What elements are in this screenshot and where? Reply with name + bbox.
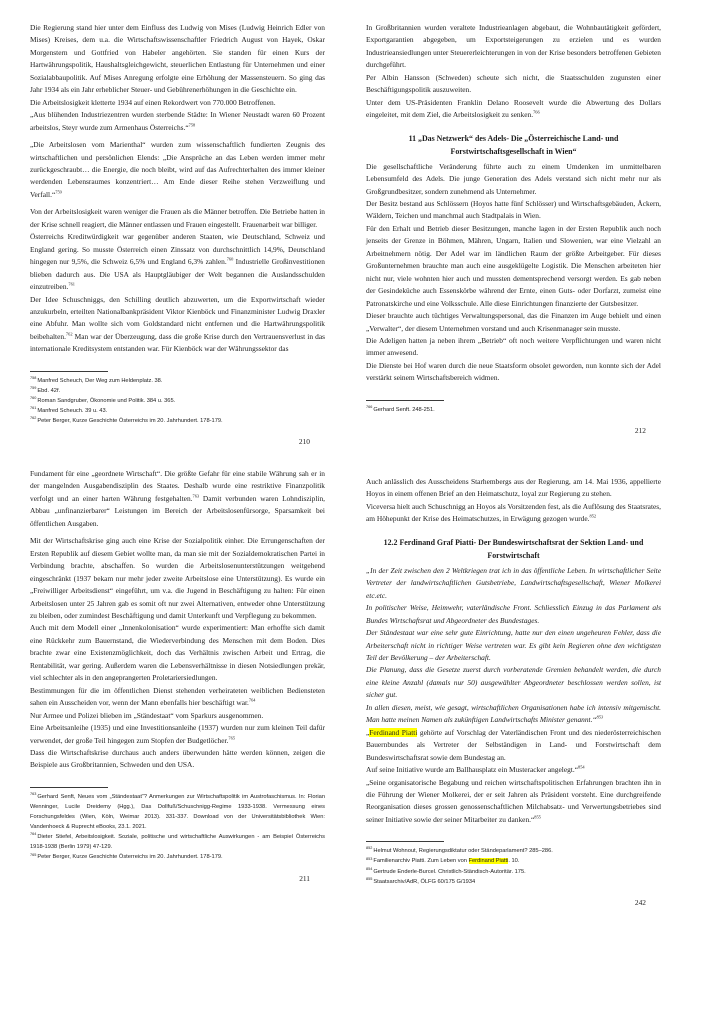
text-run: . 10. — [508, 858, 520, 865]
text-run: „In der Zeit zwischen den 2 Weltkriegen trat ich in das öffentliche Leben. In wirtschaftlicher Seite Vertreter der landwirtschaftlichen Gutsbetriebe, Landwirtschaftsgesellschaft, Wiener Molkerei etc.etc. — [366, 565, 661, 600]
text-run: Manfred Scheuch, Der Weg zum Heldenplatz. 38. — [37, 377, 163, 384]
highlighted-text: Ferdinand Piatti — [468, 858, 509, 865]
text-run: Dieser brauchte auch tüchtiges Verwaltungspersonal, das die Finanzen im Auge behielt und einen „Verwalter“, der diesem Unternehmen vorstand und auch Krisenmanager sein musste. — [366, 311, 661, 333]
footnote-marker: 853 — [366, 856, 373, 861]
text-run: Per Albin Hansson (Schweden) scheute sich nicht, die Staatsschulden zugunsten einer Beschäftigungspolitik auszuweiten. — [366, 72, 661, 95]
footnote-reference: 758 — [188, 122, 196, 128]
footnote-reference: 853 — [596, 714, 604, 720]
text-run: Peter Berger, Kurze Geschichte Österreichs im 20. Jahrhundert. 178-179. — [37, 854, 223, 861]
footnote-marker: 765 — [30, 852, 37, 857]
footnote — [366, 846, 661, 856]
text-run: Man war der Überzeugung, dass die große Krise durch den Vertrauensverlust in das internationale Kreditsystem entstanden war. Für Kienböck war der Währungssektor das — [30, 331, 325, 354]
footnote — [366, 877, 661, 887]
text-run: In Großbritannien wurden veraltete Industrieanlagen abgebaut, die Wohnbautätigkeit gefördert, Exportgarantien abgegeben, um Exportsteigerungen zu erzielen und es wurden Industrieansiedlungen unter Steuererleichterungen in von der Krise besonders betroffenen Gebieten durchgeführt. — [366, 23, 661, 70]
footnote-marker: 764 — [30, 832, 37, 837]
footnote-marker: 766 — [366, 404, 373, 409]
footnote-separator — [30, 787, 108, 788]
footnote — [30, 386, 325, 396]
highlighted-text: Ferdinand Piatti — [369, 727, 418, 737]
paragraph — [30, 231, 325, 293]
text-run: Bestimmungen für die im öffentlichen Dienst stehenden verheirateten weiblichen Bediensteten sahen ein Ausscheiden vor, wenn der Mann ebenfalls hier beschäftigt war. — [30, 685, 325, 708]
paragraph — [366, 72, 661, 97]
text-run: Helmut Wohnout, Regierungsdiktatur oder Ständeparlament? 285–286. — [373, 848, 553, 855]
page-number: 242 — [634, 897, 646, 907]
text-run: Der Besitz bestand aus Schlössern (Hoyos hatte fünf Schlösser) und Wirtschaftsgebäuden, Äckern, Wäldern, Teichen und manchmal auch Stadtpalais in Wien. — [366, 198, 661, 221]
text-run: Gerhard Senft. 248-251. — [373, 406, 435, 413]
footnote — [30, 416, 325, 426]
paragraph — [366, 335, 661, 360]
text-run: Die Dienste bei Hof waren durch die neue Staatsform obsolet geworden, nun konnte sich der Adel verstärkt seinem Wirtschaftsbereich widmen. — [366, 360, 661, 383]
footnote-marker: 758 — [30, 375, 37, 380]
footnote-reference: 762 — [65, 331, 73, 337]
text-run: Für den Erhalt und Betrieb dieser Besitzungen, manche lagen in der Ersten Republik auch noch jenseits der Grenze in Böhmen, Mähren, Ungarn, Italien und Slowenien, war eine Vielzahl an Arbeitnehmern nötig. Der Adel war im ländlichen Raum der größte Arbeitgeber. Für dieses Großunternehmen brauchte man auch eine ausgeklügelte Logistik. Die Menschen arbeiteten hier nicht nur, viele wohnten hier auch und mussten dementsprechend versorgt werden. Es gab neben der Gesindeküche auch Essenskörbe während der Ernte, einen Guts- oder Dorfarzt, zumeist eine Patronatskirche und eine Volksschule. Alle diese Einrichtungen finanzierte der Gutsbesitzer. — [366, 223, 661, 308]
text-run: In allen diesen, meist, wie gesagt, wirtschaftlichen Organisationen habe ich intensiv mitgemischt. Man hatte meinen Namen als zukünftigen Landwirtschafts Minister genannt.“ — [366, 702, 661, 725]
text-run: Österreichs Kreditwürdigkeit war gegenüber anderen Staaten, wie Deutschland, Schweiz und England gering. So musste Österreich einen Zinssatz von durchschnittlich 14,9%, Deutschland hingegen nur 9,5%, die Schweiz 6,5% und England 6,3% zahlen. — [30, 232, 325, 267]
text-run: Gertrude Enderle-Burcel. Christlich-Ständisch-Autoritär. 175. — [373, 868, 526, 875]
text-run: Fundament für eine „geordnete Wirtschaft“. Die größte Gefahr für eine stabile Währung sah er in der mangelnden Ausgabendisziplin des Staates. Deshalb wurde eine restriktive Finanzpolitik verfolgt und an einer harten Währung festgehalten. — [30, 469, 325, 503]
page-212-footnotes — [366, 405, 661, 415]
paragraph — [366, 198, 661, 223]
text-run: Dass die Wirtschaftskrise durchaus auch anders überwunden hätte werden können, zeigen die Beispiele aus Großbritannien, Schweden und den USA. — [30, 747, 325, 770]
footnote-separator — [30, 371, 108, 372]
footnote-separator — [366, 841, 444, 842]
page-number: 210 — [298, 437, 310, 447]
footnote-marker: 759 — [30, 385, 37, 390]
footnote — [30, 396, 325, 406]
page-211-text — [30, 468, 325, 772]
footnote-marker: 854 — [366, 866, 373, 871]
text-run: Eine Arbeitsanleihe (1935) und eine Investitionsanleihe (1937) wurden nur zum kleinen Teil dafür verwendet, der große Teil hingegen zum Stopfen der Budgetlöcher. — [30, 723, 325, 745]
text-run: Der Ständestaat war eine sehr gute Einrichtung, hatte nur den einen ungeheuren Fehler, dass die Arbeiterschaft nicht in richtiger Weise vertreten war. Es gibt kein Regieren ohne den wichtigsten Teil der Bevölkerung – der Arbeiterschaft. — [366, 628, 661, 662]
paragraph — [30, 747, 325, 772]
paragraph — [30, 535, 325, 622]
text-run: Viceversa hielt auch Schuschnigg an Hoyos als Vorsitzenden fest, als die Auflösung des Staatsrates, am Höhepunkt der Krise des Heimatschutzes, in Erwägung gezogen wurde. — [366, 501, 661, 524]
page-242-footnotes — [366, 846, 661, 886]
footnote-reference: 763 — [192, 493, 200, 499]
text-run: Die Arbeitslosigkeit kletterte 1934 auf einen Rekordwert von 770.000 Betroffenen. — [30, 97, 276, 107]
footnote-separator — [366, 400, 444, 401]
paragraph — [30, 22, 325, 97]
paragraph — [30, 722, 325, 747]
text-run: Staatsarchiv/AdR, ÖLFG 60/175 G/1934 — [373, 878, 476, 885]
text-run: Familienarchiv Piatti. Zum Leben von — [373, 858, 469, 865]
paragraph — [366, 501, 661, 526]
footnote — [366, 867, 661, 877]
footnote-reference: 766 — [533, 109, 540, 115]
text-run: Unter dem US-Präsidenten Franklin Delano Roosevelt wurde die Abwertung des Dollars eingeleitet, mit dem Ziel, die Arbeitslosigkeit zu senken. — [366, 97, 661, 120]
text-run: Mit der Wirtschaftskrise ging auch eine Krise der Sozialpolitik einher. Die Errungenschaften der Ersten Republik auf diesem Gebiet wollte man, da man sie mit der Sozialdemokratischen Partei in Verbindung brachte, abschaffen. So wurden die Arbeitslosenunterstützungen weitgehend eingeschränkt (1937 bekam nur mehr jeder zweite Arbeitslose eine Unterstützung). Es wurde ein „Freiwilliger Arbeitsdienst“ eingeführt, um v.a. die Jugend in Beschäftigung zu halten: Für einen Arbeitslosen unter 25 Jahren gab es somit oft nur zwei Alternativen, entweder ohne Unterstützung zu bleiben, oder zumindest Beschäftigung und damit Unterkunft und Verpflegung zu bekommen. — [30, 536, 325, 620]
text-run: Auch mit dem Modell einer „Innenkolonisation“ wurde experimentiert: Man erhoffte sich damit eine Rückkehr zum Bauernstand, die Wiederverbindung des Menschen mit dem Boden. Dies brachte zwar eine Existenzmöglichkeit, doch das Verhältnis zwischen Arbeit und Ertrag, die Rentabilität, war gering. Außerdem waren die Lebensverhältnisse in diesen Notsiedlungen prekär, viel schlechter als in den angeprangerten Proletariersiedlungen. — [30, 623, 325, 683]
text-run: „Die Arbeitslosen vom Marienthal“ wurden zum wissenschaftlich fundierten Zeugnis des wirtschaftlichen und persönlichen Elends: „Die Ansprüche an das Leben werden immer mehr zurückgeschraubt… die Energie, die noch bleibt, wird auf das Aufrechterhalten des immer kleiner werdenden Lebensraumes konzentriert… Am Ende dieser Reihe stehen Verzweiflung und Verfall.“ — [30, 140, 325, 199]
text-run: Ebd. 42f. — [37, 387, 61, 394]
text-run: Von der Arbeitslosigkeit waren weniger die Frauen als die Männer betroffen. Die Betriebe hatten in der Krise schnell reagiert, die Männer entlassen und Frauen eingestellt. Frauenarbeit war billiger. — [30, 207, 325, 229]
text-run: 12.2 Ferdinand Graf Piatti- Der Bundeswirtschaftsrat der Sektion Land- und Forstwirtschaft — [383, 537, 644, 560]
paragraph — [366, 22, 661, 72]
footnote — [30, 792, 325, 832]
footnote-reference: 760 — [226, 256, 234, 262]
footnote — [366, 405, 661, 415]
text-run: Industrielle Großinvestitionen blieben dadurch aus. Die USA als Hauptgläubiger der Welt begannen die Auslandsschulden einzutreiben. — [30, 257, 325, 292]
paragraph — [30, 139, 325, 201]
paragraph — [30, 710, 325, 722]
text-run: 11 „Das Netzwerk“ des Adels- Die „Österreichische Land- und Forstwirtschaftsgesellschaft in Wien“ — [408, 133, 619, 156]
text-run: gehörte auf Vorschlag der Vaterländischen Front und des niederösterreichischen Bauernbundes als Vertreter der Selbständigen in Land- und Forstwirtschaft dem Bundeswirtschaftsrat sowie dem Bundestag an. — [366, 727, 662, 762]
paragraph — [366, 764, 661, 776]
footnote — [30, 832, 325, 852]
paragraph — [366, 161, 661, 198]
footnote — [30, 376, 325, 386]
page-242-text — [366, 476, 661, 826]
text-run: Der Idee Schuschniggs, den Schilling deutlich abzuwerten, um die Exportwirtschaft wieder anzukurbeln, erteilten Nationalbankpräsident Viktor Kienböck und Finanzminister Ludwig Draxler eine Abfuhr. Man wollte sich vom Goldstandard nicht entfernen und die Hartwährungspolitik beibehalten. — [30, 294, 325, 341]
text-run: Peter Berger, Kurze Geschichte Österreichs im 20. Jahrhundert. 178-179. — [37, 418, 223, 425]
footnote-marker: 760 — [30, 396, 37, 401]
paragraph — [366, 223, 661, 310]
text-run: Dieter Stiefel, Arbeitslosigkeit. Soziale, politische und wirtschaftliche Auswirkungen - am Beispiel Österreichs 1918-1938 (Berlin 1979) 47-129. — [30, 834, 325, 851]
text-run: „ — [366, 727, 370, 737]
quote-paragraph — [366, 702, 661, 727]
paragraph — [366, 777, 661, 827]
page-number: 211 — [299, 873, 310, 883]
text-run: Auch anlässlich des Ausscheidens Starhembergs aus der Regierung, am 14. Mai 1936, appellierte Hoyos in einem offenen Brief an den Heimatschutz, loyal zur Regierung zu stehen. — [366, 477, 661, 499]
paragraph — [366, 97, 661, 122]
text-run: Die gesellschaftliche Veränderung führte auch zu einem Umdenken im unmittelbaren Lebensumfeld des Adels. Die junge Generation des Adels verstand sich nicht mehr nur als Großgrundbesitzer, sondern zunehmend als Unternehmer. — [366, 161, 661, 196]
footnote-marker: 761 — [30, 406, 37, 411]
footnote-reference: 855 — [534, 814, 541, 820]
footnote-marker: 855 — [366, 876, 373, 881]
footnote-marker: 763 — [30, 791, 37, 796]
text-run: Gerhard Senft, Neues vom „Ständestaat“? Anmerkungen zur Wirtschaftspolitik im Austrofaschismus. In: Florian Wenninger, Lucile Dreidemy (Hgg.), Das Dollfuß/Schuschnigg-Regime 1933-1938. Vermessung eines Forschungsfeldes (Wien, Köln, Weimar 2013). 331-337. Download von der Universitätsbibliothek Wien: Vandenhoeck & Ruprecht eBooks, 23.1. 2021. — [30, 793, 325, 831]
paragraph — [366, 727, 661, 764]
page-number: 212 — [634, 425, 646, 435]
footnote-reference: 852 — [589, 513, 597, 519]
paragraph — [366, 360, 661, 385]
footnote-reference: 764 — [248, 697, 256, 703]
footnote-reference: 765 — [228, 735, 236, 741]
page-212-text — [366, 22, 661, 385]
paragraph — [30, 109, 325, 134]
footnote-marker: 852 — [366, 846, 373, 851]
text-run: In politischer Weise, Heimwehr, vaterländische Front. Schliesslich Einzug in das Parlament als Bundes Wirtschaftsrat und Abgeordneter des Bundestages. — [366, 603, 661, 625]
text-run: Die Adeligen hatten ja neben ihrem „Betrieb“ oft noch weitere Verpflichtungen und waren nicht immer anwesend. — [366, 335, 661, 358]
page-211-footnotes — [30, 792, 325, 863]
text-run: Die Regierung stand hier unter dem Einfluss des Ludwig von Mises (Ludwig Heinrich Edler von Mises) Kreises, dem u.a. die Wirtschaftswissenschaftler Friedrich August von Hayek, Oskar Morgenstern und Gottfried von Habeler angehörten. Sie standen für einen Kurs der Hartwährungspolitik, Haushaltsgleichgewicht, steuerlichen Entlastung für Unternehmen und einer Sozialabbaupolitik. Auf Mises Anregung erfolgte eine Erhöhung der Massensteuern. So ging das Jahr 1934 als ein Jahr erheblicher Steuer- und Gebührenerhöhungen in die Geschichte ein. — [30, 23, 325, 95]
footnote — [366, 856, 661, 866]
paragraph — [366, 310, 661, 335]
text-run: Manfred Scheuch. 39 u. 43. — [37, 408, 108, 415]
footnote — [30, 406, 325, 416]
section-heading — [380, 536, 647, 562]
paragraph — [30, 294, 325, 356]
text-run: Roman Sandgruber, Ökonomie und Politik. 384 u. 365. — [37, 397, 176, 404]
quote-paragraph — [366, 602, 661, 627]
quote-paragraph — [366, 664, 661, 701]
paragraph — [30, 97, 325, 109]
paragraph — [366, 476, 661, 501]
text-run: „Seine organisatorische Begabung und reichen wirtschaftspolitischen Erfahrungen brachten ihn in die Führung der Wiener Molkerei, der er seit Jahren als Präsident vorsteht. Eine durchgreifende Reorganisation dieses grossen genossenschaftlichen Milchabsatz- und Verwertungsbetriebes sind seiner Initiative sowie der seiner Mitarbeiter zu danken.“ — [366, 777, 661, 824]
text-run: Auf seine Initiative wurde am Ballhausplatz ein Musteracker angelegt.“ — [366, 765, 578, 775]
footnote-reference: 759 — [55, 189, 62, 195]
quote-paragraph — [366, 627, 661, 664]
page-210 — [30, 22, 325, 446]
footnote-marker: 762 — [30, 416, 37, 421]
footnote-reference: 761 — [68, 281, 75, 287]
paragraph — [30, 206, 325, 231]
section-heading — [380, 132, 647, 158]
text-run: Die Planung, dass die Gesetze zuerst durch vorberatende Gremien behandelt werden, die durch eine kleine Anzahl (damals nur 50) ausgewählter Abgeordneter beschlossen werden sollen, ist sicher gut. — [366, 665, 661, 700]
page-211 — [30, 468, 325, 883]
footnote-reference: 854 — [578, 764, 585, 770]
paragraph — [30, 685, 325, 710]
footnote — [30, 852, 325, 862]
text-run: „Aus blühenden Industriezentren wurden sterbende Städte: In Wiener Neustadt waren 60 Prozent arbeitslos, Steyr wurde zum Armenhaus Österreichs.“ — [30, 110, 325, 132]
paragraph — [30, 622, 325, 684]
text-run: Nur Armee und Polizei blieben im „Ständestaat“ vom Sparkurs ausgenommen. — [30, 710, 264, 720]
page-210-footnotes — [30, 376, 325, 426]
page-242 — [366, 476, 661, 907]
page-210-text — [30, 22, 325, 356]
quote-paragraph — [366, 565, 661, 602]
paragraph — [30, 468, 325, 530]
text-run: Damit verbunden waren Lohndisziplin, Abbau „unfinanzierbarer“ Leistungen im Bereich der Arbeitslosenfürsorge, Sparsamkeit bei öffentlichen Ausgaben. — [30, 493, 325, 528]
page-212 — [366, 22, 661, 435]
